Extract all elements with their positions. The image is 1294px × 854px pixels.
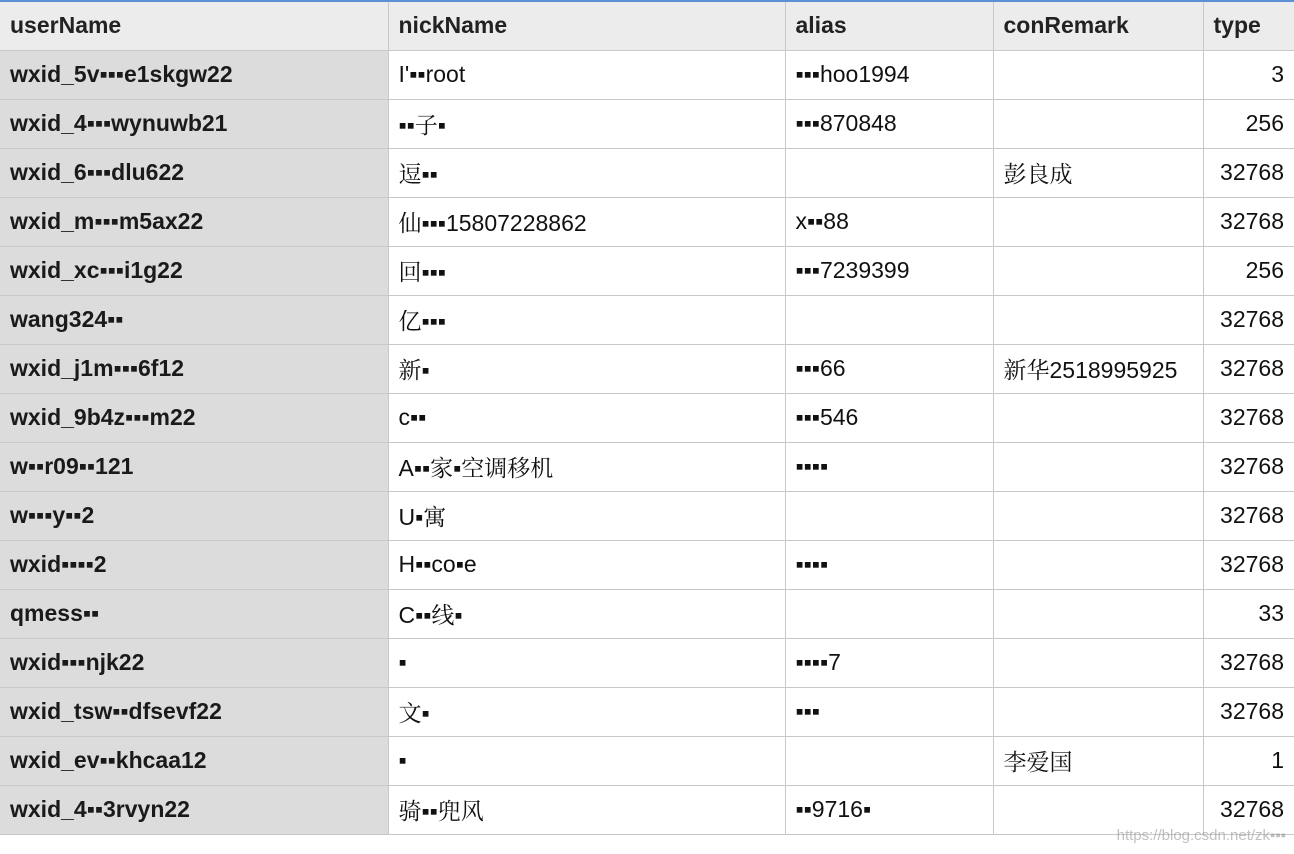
cell-conremark[interactable] xyxy=(993,638,1203,687)
cell-nickname[interactable]: H▪▪co▪e xyxy=(388,540,785,589)
cell-alias[interactable]: ▪▪▪546 xyxy=(785,393,993,442)
cell-username[interactable]: wxid_j1m▪▪▪6f12 xyxy=(0,344,388,393)
cell-nickname[interactable]: 新▪ xyxy=(388,344,785,393)
cell-nickname[interactable]: A▪▪家▪空调移机 xyxy=(388,442,785,491)
cell-type[interactable]: 32768 xyxy=(1203,295,1294,344)
table-row[interactable] xyxy=(0,785,1294,834)
table-row[interactable] xyxy=(0,246,1294,295)
cell-username[interactable]: wxid▪▪▪▪2 xyxy=(0,540,388,589)
cell-conremark[interactable]: 彭良成 xyxy=(993,148,1203,197)
table-row[interactable] xyxy=(0,99,1294,148)
cell-type[interactable]: 32768 xyxy=(1203,442,1294,491)
cell-type[interactable]: 32768 xyxy=(1203,785,1294,834)
cell-username[interactable]: wxid▪▪▪njk22 xyxy=(0,638,388,687)
cell-username[interactable]: wxid_tsw▪▪dfsevf22 xyxy=(0,687,388,736)
cell-type[interactable]: 32768 xyxy=(1203,638,1294,687)
cell-alias[interactable] xyxy=(785,589,993,638)
cell-type[interactable]: 256 xyxy=(1203,99,1294,148)
table-row[interactable] xyxy=(0,442,1294,491)
cell-nickname[interactable]: U▪寓 xyxy=(388,491,785,540)
cell-username[interactable]: w▪▪▪y▪▪2 xyxy=(0,491,388,540)
table-row[interactable] xyxy=(0,393,1294,442)
cell-conremark[interactable] xyxy=(993,540,1203,589)
cell-username[interactable]: wang324▪▪ xyxy=(0,295,388,344)
column-header-username[interactable]: userName xyxy=(0,2,388,50)
cell-conremark[interactable] xyxy=(993,687,1203,736)
column-header-conremark[interactable]: conRemark xyxy=(993,2,1203,50)
cell-nickname[interactable]: C▪▪线▪ xyxy=(388,589,785,638)
cell-username[interactable]: wxid_6▪▪▪dlu622 xyxy=(0,148,388,197)
contact-table xyxy=(0,2,1294,835)
column-header-alias[interactable]: alias xyxy=(785,2,993,50)
cell-type[interactable]: 1 xyxy=(1203,736,1294,785)
table-row[interactable] xyxy=(0,50,1294,99)
cell-conremark[interactable] xyxy=(993,197,1203,246)
cell-alias[interactable]: ▪▪▪7239399 xyxy=(785,246,993,295)
cell-nickname[interactable]: 回▪▪▪ xyxy=(388,246,785,295)
cell-type[interactable]: 32768 xyxy=(1203,491,1294,540)
cell-nickname[interactable]: 仙▪▪▪15807228862 xyxy=(388,197,785,246)
cell-conremark[interactable] xyxy=(993,589,1203,638)
table-row[interactable] xyxy=(0,638,1294,687)
cell-conremark[interactable] xyxy=(993,99,1203,148)
cell-username[interactable]: qmess▪▪ xyxy=(0,589,388,638)
cell-nickname[interactable]: 文▪ xyxy=(388,687,785,736)
table-row[interactable] xyxy=(0,736,1294,785)
cell-nickname[interactable]: ▪ xyxy=(388,638,785,687)
cell-alias[interactable] xyxy=(785,295,993,344)
cell-nickname[interactable]: ▪▪子▪ xyxy=(388,99,785,148)
table-body xyxy=(0,50,1294,834)
cell-alias[interactable]: ▪▪▪870848 xyxy=(785,99,993,148)
cell-alias[interactable]: ▪▪▪ xyxy=(785,687,993,736)
table-row[interactable] xyxy=(0,197,1294,246)
column-header-nickname[interactable]: nickName xyxy=(388,2,785,50)
cell-alias[interactable]: ▪▪9716▪ xyxy=(785,785,993,834)
table-row[interactable] xyxy=(0,295,1294,344)
cell-username[interactable]: wxid_9b4z▪▪▪m22 xyxy=(0,393,388,442)
cell-alias[interactable] xyxy=(785,491,993,540)
cell-username[interactable]: w▪▪r09▪▪121 xyxy=(0,442,388,491)
cell-conremark[interactable] xyxy=(993,246,1203,295)
cell-alias[interactable]: x▪▪88 xyxy=(785,197,993,246)
cell-username[interactable]: wxid_ev▪▪khcaa12 xyxy=(0,736,388,785)
cell-username[interactable]: wxid_xc▪▪▪i1g22 xyxy=(0,246,388,295)
header-row xyxy=(0,2,1294,50)
cell-alias[interactable]: ▪▪▪▪ xyxy=(785,442,993,491)
cell-username[interactable]: wxid_m▪▪▪m5ax22 xyxy=(0,197,388,246)
cell-nickname[interactable]: 逗▪▪ xyxy=(388,148,785,197)
column-header-type[interactable]: type xyxy=(1203,2,1294,50)
table-row[interactable] xyxy=(0,491,1294,540)
cell-alias[interactable]: ▪▪▪66 xyxy=(785,344,993,393)
cell-username[interactable]: wxid_4▪▪3rvyn22 xyxy=(0,785,388,834)
cell-type[interactable]: 32768 xyxy=(1203,540,1294,589)
cell-nickname[interactable]: c▪▪ xyxy=(388,393,785,442)
table-row[interactable] xyxy=(0,540,1294,589)
cell-conremark[interactable]: 李爱国 xyxy=(993,736,1203,785)
cell-conremark[interactable] xyxy=(993,50,1203,99)
table-row[interactable] xyxy=(0,344,1294,393)
table-row[interactable] xyxy=(0,687,1294,736)
cell-type[interactable]: 32768 xyxy=(1203,148,1294,197)
cell-username[interactable]: wxid_4▪▪▪wynuwb21 xyxy=(0,99,388,148)
cell-type[interactable]: 3 xyxy=(1203,50,1294,99)
cell-nickname[interactable]: I'▪▪root xyxy=(388,50,785,99)
cell-alias[interactable]: ▪▪▪hoo1994 xyxy=(785,50,993,99)
cell-conremark[interactable]: 新华2518995925 xyxy=(993,344,1203,393)
cell-type[interactable]: 33 xyxy=(1203,589,1294,638)
cell-alias[interactable] xyxy=(785,148,993,197)
cell-username[interactable]: wxid_5v▪▪▪e1skgw22 xyxy=(0,50,388,99)
cell-alias[interactable] xyxy=(785,736,993,785)
cell-type[interactable]: 32768 xyxy=(1203,197,1294,246)
cell-conremark[interactable] xyxy=(993,393,1203,442)
cell-nickname[interactable]: ▪ xyxy=(388,736,785,785)
cell-nickname[interactable]: 亿▪▪▪ xyxy=(388,295,785,344)
table-row[interactable] xyxy=(0,148,1294,197)
cell-alias[interactable]: ▪▪▪▪ xyxy=(785,540,993,589)
cell-alias[interactable]: ▪▪▪▪7 xyxy=(785,638,993,687)
cell-conremark[interactable] xyxy=(993,442,1203,491)
cell-type[interactable]: 32768 xyxy=(1203,687,1294,736)
cell-type[interactable]: 256 xyxy=(1203,246,1294,295)
cell-nickname[interactable]: 骑▪▪兜风 xyxy=(388,785,785,834)
watermark: https://blog.csdn.net/zk▪▪▪ xyxy=(1116,827,1286,844)
table-row[interactable] xyxy=(0,589,1294,638)
cell-conremark[interactable] xyxy=(993,491,1203,540)
cell-conremark[interactable] xyxy=(993,295,1203,344)
cell-type[interactable]: 32768 xyxy=(1203,344,1294,393)
cell-type[interactable]: 32768 xyxy=(1203,393,1294,442)
